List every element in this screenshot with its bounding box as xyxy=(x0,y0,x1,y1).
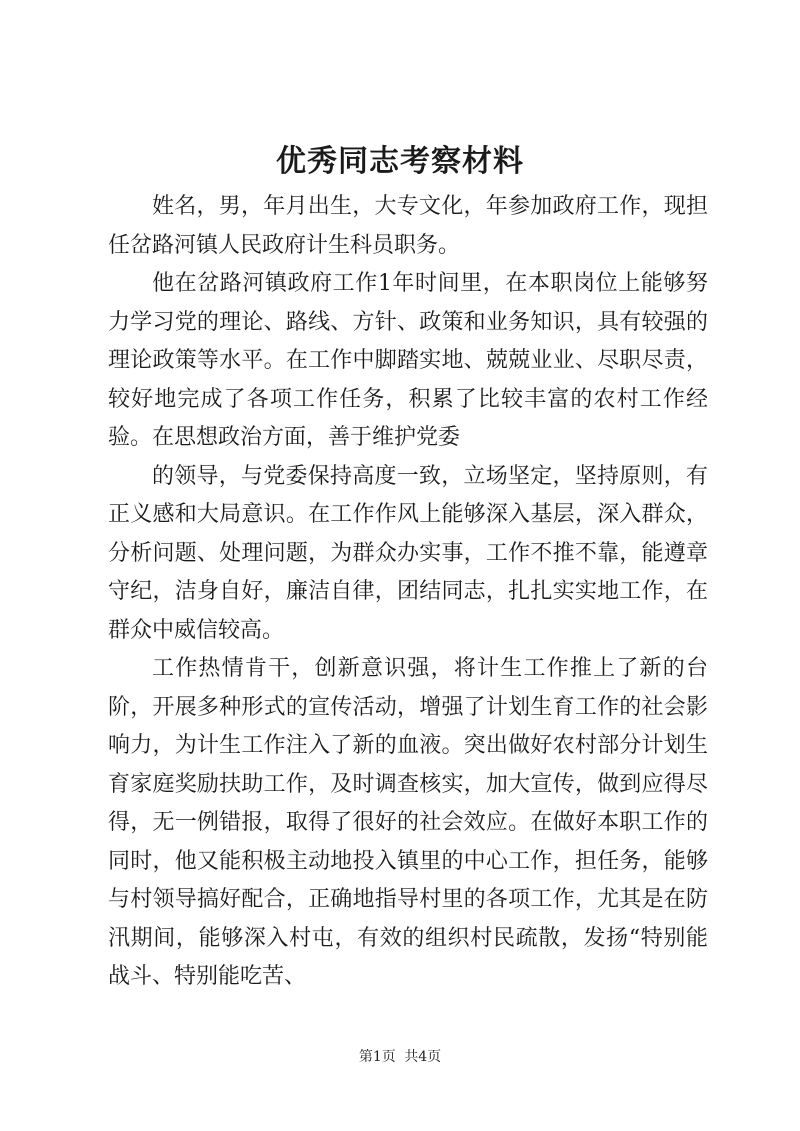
paragraph-2: 他在岔路河镇政府工作1年时间里，在本职岗位上能够努力学习党的理论、路线、方针、政策和业务知识，具有较强的理论政策等水平。在工作中脚踏实地、兢兢业业、尽职尽责，较好地完成了各项工作任务，积累了比较丰富的农村工作经验。在思想政治方面，善于维护党委 xyxy=(108,271,708,450)
page-footer xyxy=(0,1047,800,1067)
document-title: 优秀同志考察材料 xyxy=(276,144,524,179)
page-total: 共4页 xyxy=(404,1049,442,1065)
paragraph-4: 工作热情肯干，创新意识强，将计生工作推上了新的台阶，开展多种形式的宣传活动，增强了计划生育工作的社会影响力，为计生工作注入了新的血液。突出做好农村部分计划生育家庭奖励扶助工作，及时调查核实，加大宣传，做到应得尽得，无一例错报，取得了很好的社会效应。在做好本职工作的同时，他又能积极主动地投入镇里的中心工作，担任务，能够与村领导搞好配合，正确地指导村里的各项工作，尤其是在防汛期间，能够深入村屯，有效的组织村民疏散，发扬“特别能战斗、特别能吃苦、 xyxy=(108,656,708,989)
paragraph-1: 姓名，男，年月出生，大专文化，年参加政府工作，现担任岔路河镇人民政府计生科员职务。 xyxy=(108,194,708,258)
document-body xyxy=(108,188,708,997)
page-number: 第1页 xyxy=(358,1049,396,1065)
paragraph-3: 的领导，与党委保持高度一致，立场坚定，坚持原则，有正义感和大局意识。在工作作风上能够深入基层，深入群众，分析问题、处理问题，为群众办实事，工作不推不靠，能遵章守纪，洁身自好，廉洁自律，团结同志，扎扎实实地工作，在群众中威信较高。 xyxy=(108,463,708,643)
